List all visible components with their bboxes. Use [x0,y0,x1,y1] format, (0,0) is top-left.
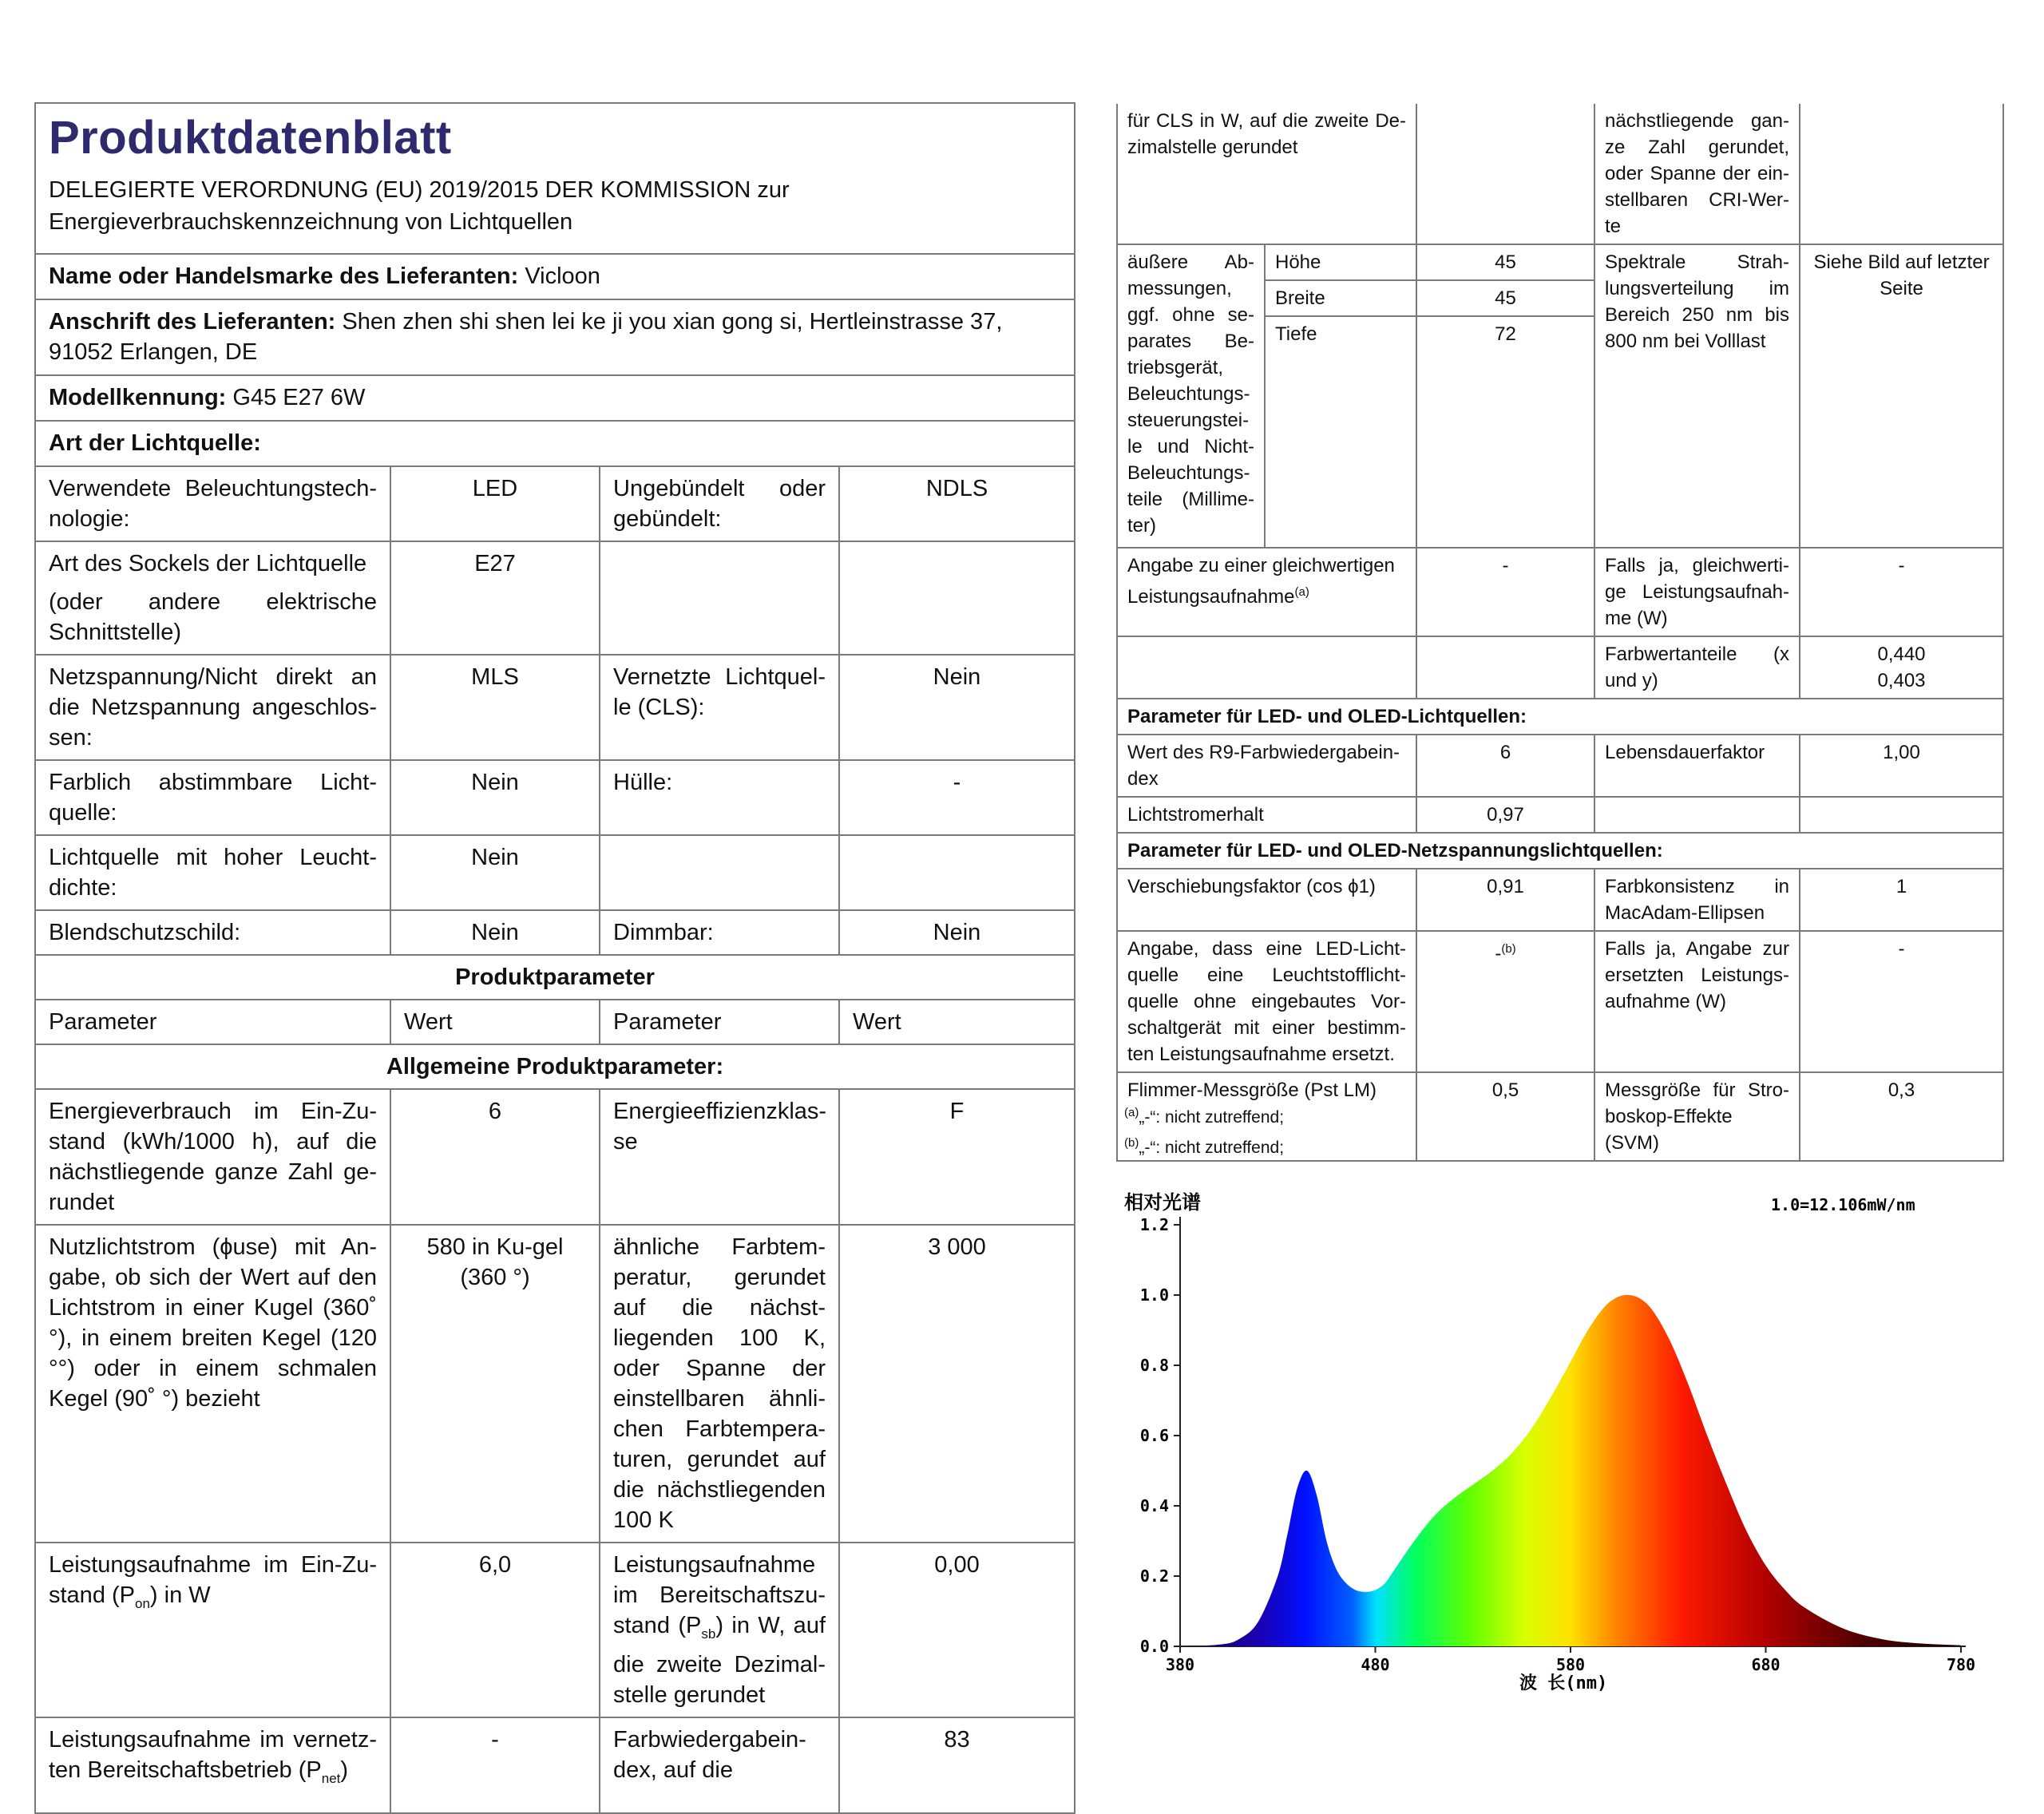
width-value: 45 [1416,280,1594,316]
flicker-label: Flimmer-Messgröße (Pst LM) [1117,1072,1416,1161]
depth-value: 72 [1416,316,1594,548]
cct-label: ähnliche Farbtem-peratur, gerundet auf die nächst-liegenden 100 K, oder Spanne der einstellbaren ähnli-chen Farbtempera-turen, gerundet auf die nächstliegenden 100 K [600,1225,839,1543]
mains-label: Netzspannung/Nicht direkt an die Netzspannung angeschlos-sen: [35,655,390,760]
x-tick-label: 480 [1361,1655,1390,1674]
displacement-label: Verschiebungsfaktor (cos ϕ1) [1117,869,1416,931]
mains-value: MLS [390,655,600,760]
chart-title: 相对光谱 [1124,1191,1201,1214]
chroma-x: 0,440 [1877,644,1926,665]
y-tick-label: 0.6 [1139,1426,1169,1445]
equivw-value: - [1800,548,2003,636]
psb-label: Leistungsaufnahme im Bereitschaftszu-stand $(P_{sb})$ in W, auf die zweite Dezimal-stelle gerundet [600,1543,839,1717]
maint-label: Lichtstromerhalt [1117,797,1416,833]
product-params-heading: Produktparameter [35,955,1075,1000]
chart-x-axis-label: 波 长(nm) [1519,1673,1608,1693]
flux-value: 580 in Ku-gel (360 °) [390,1225,600,1543]
spd-value: Siehe Bild auf letzter Seite [1800,244,2003,548]
equiv-value: - [1416,548,1594,636]
empty-cell [1800,104,2003,244]
flicker-value: 0,5 [1416,1072,1594,1161]
antiglare-label: Blendschutzschild: [35,910,390,955]
general-params-heading: Allgemeine Produktparameter: [35,1044,1075,1089]
maint-value: 0,97 [1416,797,1594,833]
empty-cell [1117,636,1416,699]
pon-value: 6,0 [390,1543,600,1717]
tech-value: LED [390,466,600,541]
replacew-label: Falls ja, Angabe zur ersetzten Leistungs-aufnahme (W) [1594,931,1800,1072]
x-tick-label: 380 [1165,1655,1195,1674]
cri-cont: nächstliegende gan-ze Zahl gerundet, oder Spanne der ein-stellbaren CRI-Wer-te [1594,104,1800,244]
pnet-label: Leistungsaufnahme im vernetz-ten Bereitschaftsbetrieb $(P_{net})$ [35,1717,390,1813]
pnet-value: - [390,1717,600,1813]
col-header-value: Wert [390,1000,600,1044]
bundled-value: NDLS [839,466,1075,541]
strobo-value: 0,3 [1800,1072,2003,1161]
highlum-label: Lichtquelle mit hoher Leucht-dichte: [35,835,390,910]
footnote-b: $^{(b)}$„-“: nicht zutreffend; [1124,1136,1285,1157]
cls-label: Vernetzte Lichtquel-le (CLS): [600,655,839,760]
envelope-value: - [839,760,1075,835]
model-row [35,375,1075,421]
col-header-param-2: Parameter [600,1000,839,1044]
antiglare-value: Nein [390,910,600,955]
chart-annotation: 1.0=12.106mW/nm [1771,1195,1915,1214]
replace-value: -$^{(b)}$ [1416,931,1594,1072]
footnote-a: $^{(a)}$„-“: nicht zutreffend; [1124,1106,1285,1127]
depth-label: Tiefe [1265,316,1416,548]
dimmable-label: Dimmbar: [600,910,839,955]
y-tick-label: 0.4 [1139,1496,1169,1515]
empty-cell [600,541,839,655]
efficiency-class-label: Energieeffizienzklas-se [600,1089,839,1225]
height-label: Höhe [1265,244,1416,280]
flux-label: Nutzlichtstrom (ϕuse) mit An-gabe, ob sich der Wert auf den Lichtstrom in einer Kugel (360˚ °), in einem breiten Kegel (120 °°) oder in einem schmalen Kegel (90˚ °) bezieht [35,1225,390,1543]
col-header-param: Parameter [35,1000,390,1044]
cri-value: 83 [839,1717,1075,1813]
socket-label-2: (oder andere elektrische Schnittstelle) [49,589,377,645]
highlum-value: Nein [390,835,600,910]
model-label: Modellkennung: [49,385,227,410]
replacew-value: - [1800,931,2003,1072]
model-value: G45 E27 6W [232,385,366,410]
height-value: 45 [1416,244,1594,280]
empty-cell [1594,797,1800,833]
empty-cell [839,541,1075,655]
supplier-name-row [35,254,1075,299]
energy-value: 6 [390,1089,600,1225]
y-tick-label: 0.0 [1139,1637,1169,1656]
empty-cell [1800,797,2003,833]
equiv-label: Angabe zu einer gleichwertigen Leistungsaufnahme$^{(a)}$ [1117,548,1416,636]
supplier-address-value: Shen zhen shi shen lei ke ji you xian gong si, Hertleinstrasse 37, 91052 Erlangen, DE [49,309,1003,365]
width-label: Breite [1265,280,1416,316]
empty-cell [600,835,839,910]
led-params-heading: Parameter für LED- und OLED-Lichtquellen: [1117,699,2003,735]
pon-label: Leistungsaufnahme im Ein-Zu-stand $(P_{on})$ in W [35,1543,390,1717]
col-header-value-2: Wert [839,1000,1075,1044]
dims-label: äußere Ab-messungen, ggf. ohne se-parates Be-triebsgerät, Beleuchtungs-steuerungstei-le und Nicht-Beleuchtungs-teile (Millime-ter) [1117,244,1265,548]
regulation-text: DELEGIERTE VERORDNUNG (EU) 2019/2015 DER KOMMISSION zur Energieverbrauchskennzeichnung von Lichtquellen [49,177,790,235]
empty-cell [1416,636,1594,699]
chroma-label: Farbwertanteile (x und y) [1594,636,1800,699]
x-tick-label: 580 [1555,1655,1586,1674]
page-title: Produktdatenblatt [49,112,452,164]
spectrum-chart [1116,1182,2010,1693]
displacement-value: 0,91 [1416,869,1594,931]
supplier-address-row [35,299,1075,375]
supplier-address-label: Anschrift des Lieferanten: [49,309,336,335]
y-tick-label: 1.0 [1139,1285,1169,1305]
cct-value: 3 000 [839,1225,1075,1543]
cls-standby-cont: für CLS in W, auf die zweite De-zimalstelle gerundet [1117,104,1416,244]
tunable-value: Nein [390,760,600,835]
energy-label: Energieverbrauch im Ein-Zu-stand (kWh/1000 h), auf die nächstliegende ganze Zahl ge-rundet [35,1089,390,1225]
r9-label: Wert des R9-Farbwiedergabein-dex [1117,735,1416,797]
chroma-y: 0,403 [1877,670,1926,691]
cri-label: Farbwiedergabein-dex, auf die [600,1717,839,1813]
tunable-label: Farblich abstimmbare Licht-quelle: [35,760,390,835]
strobo-label: Messgröße für Stro-boskop-Effekte (SVM) [1594,1072,1800,1161]
socket-value: E27 [390,541,600,655]
dimmable-value: Nein [839,910,1075,955]
lifetime-label: Lebensdauerfaktor [1594,735,1800,797]
replace-label: Angabe, dass eine LED-Licht-quelle eine Leuchtstofflicht-quelle ohne eingebautes Vor-schaltgerät mit einer bestimm-ten Leistungsaufnahme ersetzt. [1117,931,1416,1072]
r9-value: 6 [1416,735,1594,797]
mains-params-heading: Parameter für LED- und OLED-Netzspannungslichtquellen: [1117,833,2003,869]
spd-label: Spektrale Strah-lungsverteilung im Bereich 250 nm bis 800 nm bei Volllast [1594,244,1800,548]
lifetime-value: 1,00 [1800,735,2003,797]
cls-value: Nein [839,655,1075,760]
empty-cell [839,835,1075,910]
chroma-value [1800,636,2003,699]
envelope-label: Hülle: [600,760,839,835]
consistency-label: Farbkonsistenz in MacAdam-Ellipsen [1594,869,1800,931]
tech-label: Verwendete Beleuchtungstech-nologie: [35,466,390,541]
supplier-name-label: Name oder Handelsmarke des Lieferanten: [49,263,519,289]
light-source-type-heading: Art der Lichtquelle: [35,421,1075,466]
equivw-label: Falls ja, gleichwerti-ge Leistungsaufnah-me (W) [1594,548,1800,636]
x-tick-label: 780 [1946,1655,1976,1674]
y-tick-label: 1.2 [1139,1215,1169,1234]
psb-value: 0,00 [839,1543,1075,1717]
efficiency-class-value: F [839,1089,1075,1225]
empty-cell [1416,104,1594,244]
bundled-label: Ungebündelt oder gebündelt: [600,466,839,541]
x-tick-label: 680 [1751,1655,1781,1674]
spectrum-area [1180,1295,1961,1646]
socket-label-cell [35,541,390,655]
left-datasheet-table [34,102,1074,1786]
supplier-name-value: Vicloon [525,263,600,289]
consistency-value: 1 [1800,869,2003,931]
y-tick-label: 0.8 [1139,1356,1169,1375]
y-tick-label: 0.2 [1139,1566,1169,1586]
socket-label: Art des Sockels der Lichtquelle [49,551,367,576]
header-cell [35,103,1075,254]
